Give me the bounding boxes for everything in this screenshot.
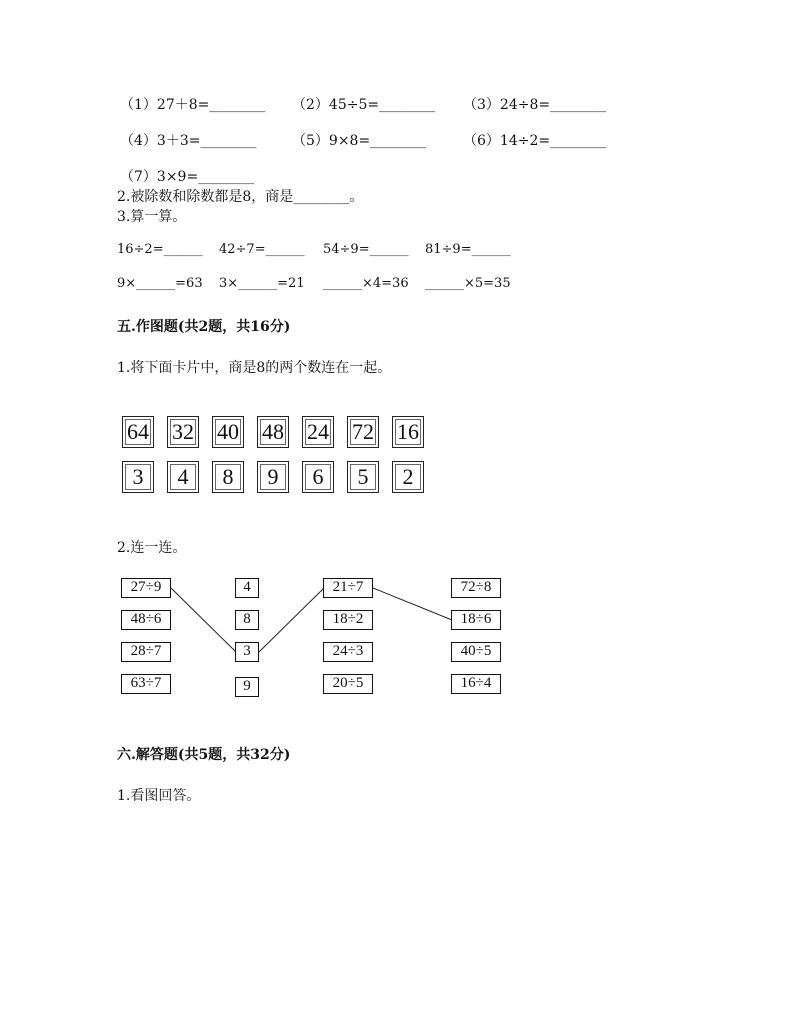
division-box: 18÷2: [323, 610, 373, 630]
section-6-q1-text: 1.看图回答。: [117, 788, 201, 804]
exercise-item-6: （6）14÷2=________: [463, 133, 607, 149]
number-card: 24: [302, 416, 334, 448]
exercise-item-3: （3）24÷8=________: [463, 97, 607, 113]
exercise-item-1: （1）27＋8=________: [120, 97, 266, 113]
division-box: 72÷8: [451, 578, 501, 598]
calc-item: 42÷7=______: [219, 242, 305, 257]
section-5-q2-text: 2.连一连。: [117, 540, 187, 556]
section-6-title: 六.解答题(共5题，共32分): [117, 747, 291, 763]
division-box: 63÷7: [121, 674, 171, 694]
division-box: 27÷9: [121, 578, 171, 598]
division-box: 48÷6: [121, 610, 171, 630]
number-card: 2: [392, 461, 424, 493]
connection-line: [259, 588, 324, 652]
division-box: 16÷4: [451, 674, 501, 694]
division-box: 28÷7: [121, 642, 171, 662]
number-card: 6: [302, 461, 334, 493]
answer-box: 8: [235, 610, 259, 630]
fill-item: ______×4=36: [323, 276, 409, 291]
question-3-title: 3.算一算。: [117, 209, 187, 225]
division-box: 24÷3: [323, 642, 373, 662]
calc-item: 81÷9=______: [425, 242, 511, 257]
exercise-item-4: （4）3＋3=________: [120, 133, 257, 149]
number-card: 72: [347, 416, 379, 448]
number-card: 9: [257, 461, 289, 493]
number-card: 5: [347, 461, 379, 493]
number-card: 4: [167, 461, 199, 493]
number-card: 32: [167, 416, 199, 448]
question-2-text: 2.被除数和除数都是8，商是________。: [117, 189, 364, 205]
connection-line: [171, 588, 236, 652]
number-card: 40: [212, 416, 244, 448]
exercise-item-2: （2）45÷5=________: [292, 97, 436, 113]
number-card: 64: [122, 416, 154, 448]
division-box: 20÷5: [323, 674, 373, 694]
exercise-item-5: （5）9×8=________: [292, 133, 427, 149]
division-box: 40÷5: [451, 642, 501, 662]
section-5-q1-text: 1.将下面卡片中，商是8的两个数连在一起。: [117, 360, 392, 376]
number-card: 3: [122, 461, 154, 493]
number-card: 48: [257, 416, 289, 448]
fill-item: ______×5=35: [425, 276, 511, 291]
answer-box: 4: [235, 578, 259, 598]
fill-item: 9×______=63: [117, 276, 203, 291]
division-box: 21÷7: [323, 578, 373, 598]
exercise-item-7: （7）3×9=________: [120, 169, 255, 185]
calc-item: 16÷2=______: [117, 242, 203, 257]
answer-box: 3: [235, 642, 259, 662]
number-card: 8: [212, 461, 244, 493]
fill-item: 3×______=21: [219, 276, 305, 291]
division-box: 18÷6: [451, 610, 501, 630]
answer-box: 9: [235, 677, 259, 697]
connection-line: [373, 588, 452, 620]
calc-item: 54÷9=______: [323, 242, 409, 257]
number-card: 16: [392, 416, 424, 448]
section-5-title: 五.作图题(共2题，共16分): [117, 319, 291, 335]
